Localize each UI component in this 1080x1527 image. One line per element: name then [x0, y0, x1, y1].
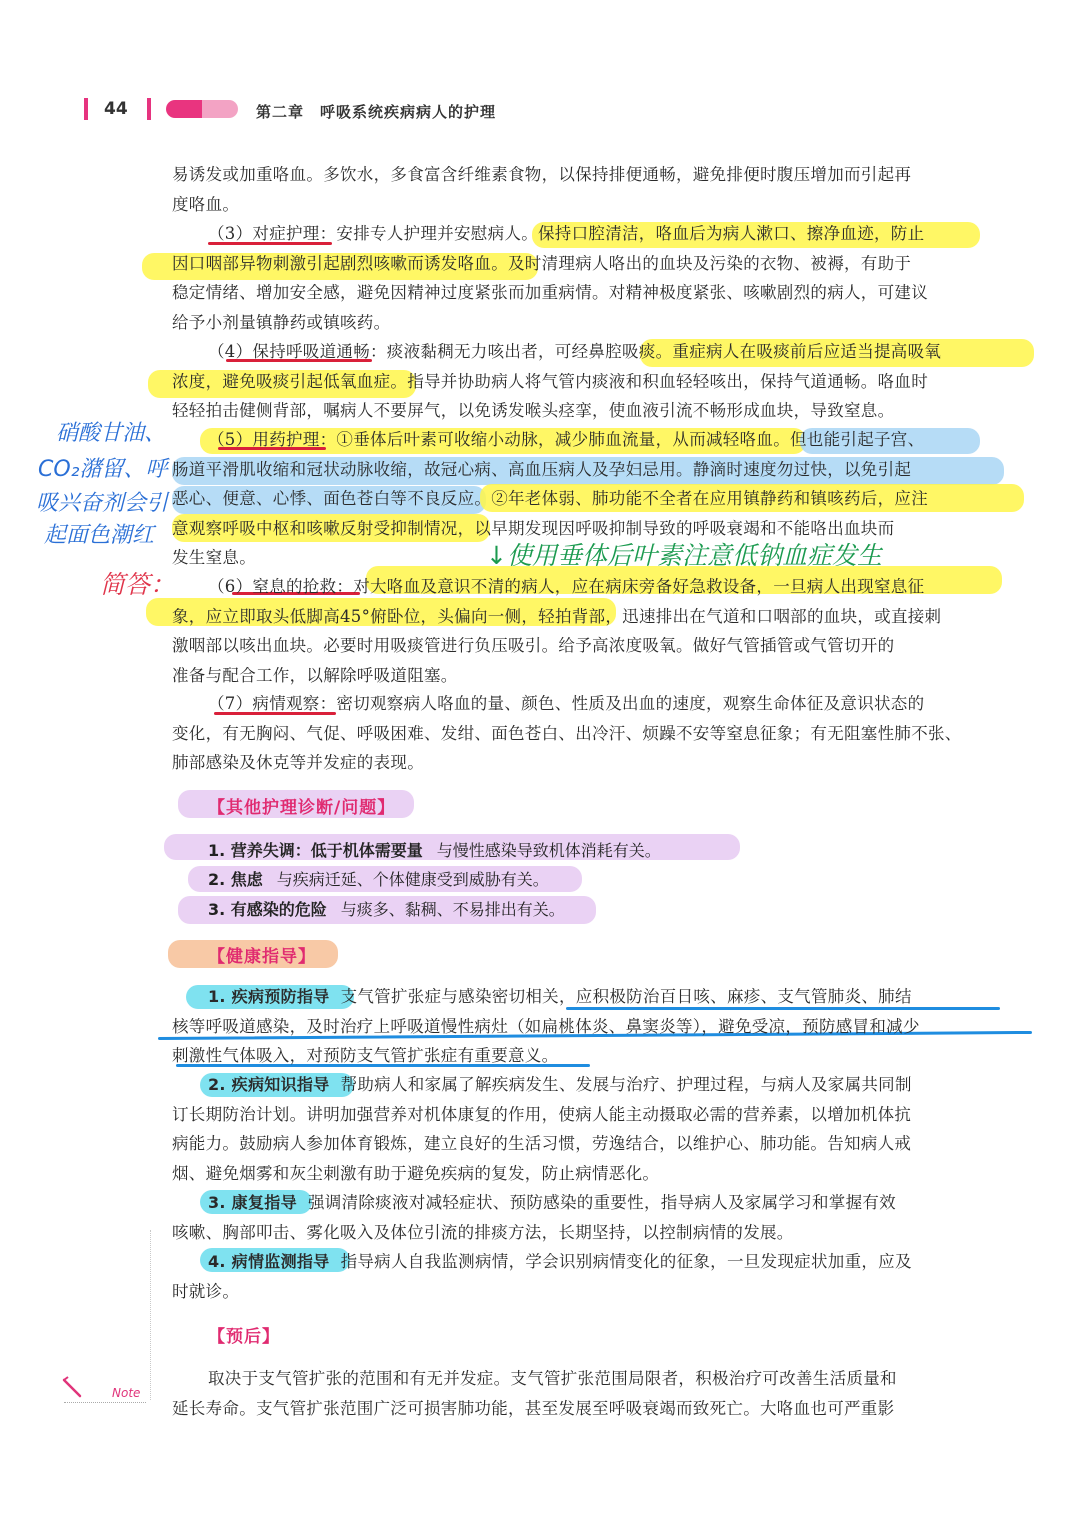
diagnosis-item	[208, 897, 565, 920]
note-label: Note	[112, 1386, 141, 1400]
note-dotted-line	[64, 1402, 146, 1403]
diagnosis-reason: 与疾病迁延、个体健康受到威胁有关。	[276, 870, 549, 889]
pencil-icon	[60, 1374, 86, 1400]
text-line: 发生窒息。	[172, 548, 256, 567]
text-line: 易诱发或加重咯血。多饮水，多食富含纤维素食物，以保持排便通畅，避免排便时腹压增加而引起再	[172, 165, 912, 184]
text-line: （5）用药护理：①垂体后叶素可收缩小动脉，减少肺血流量，从而减轻咯血。但也能引起子宫、	[208, 430, 925, 449]
guidance-text: 支气管扩张症与感染密切相关，应积极防治百日咳、麻疹、支气管肺炎、肺结	[340, 987, 912, 1006]
text-line	[172, 1070, 962, 1100]
text-line: 准备与配合工作，以解除呼吸道阻塞。	[172, 665, 458, 685]
text-line: 意观察呼吸中枢和咳嗽反射受抑制情况，以早期发现因呼吸抑制导致的呼吸衰竭和不能咯出血块而	[172, 518, 895, 538]
guidance-label: 2. 疾病知识指导	[208, 1075, 330, 1094]
text-line: 轻轻拍击健侧背部，嘱病人不要屏气，以免诱发喉头痉挛，使血液引流不畅形成血块，导致窒息。	[172, 401, 895, 420]
text-line: （4）保持呼吸道通畅：痰液黏稠无力咳出者，可经鼻腔吸痰。重症病人在吸痰前后应适当提高吸氧	[208, 342, 942, 361]
guidance-text: 强调清除痰液对减轻症状、预防感染的重要性，指导病人及家属学习和掌握有效	[307, 1193, 896, 1212]
diagnosis-reason: 与慢性感染导致机体消耗有关。	[436, 841, 661, 860]
text-line	[172, 1247, 962, 1277]
text-line: 肺部感染及休克等并发症的表现。	[172, 753, 424, 772]
diagnosis-item	[208, 867, 549, 890]
guidance-label: 1. 疾病预防指导	[208, 987, 330, 1006]
handwritten-margin-note: CO₂潴留、呼	[38, 457, 168, 482]
guidance-rehab	[172, 1188, 962, 1247]
text-line: 给予小剂量镇静药或镇咳药。	[172, 312, 391, 332]
handwritten-margin-note: 硝酸甘油、	[56, 421, 167, 446]
text-line: 烟、避免烟雾和灰尘刺激有助于避免疾病的复发，防止病情恶化。	[172, 1163, 660, 1183]
text-line: 稳定情绪、增加安全感，避免因精神过度紧张而加重病情。对精神极度紧张、咳嗽剧烈的病人，可建议	[172, 283, 928, 302]
text-line: 因口咽部异物刺激引起剧烈咳嗽而诱发咯血。及时清理病人咯出的血块及污染的衣物、被褥，有助于	[172, 253, 912, 273]
text-line	[172, 982, 962, 1012]
handwritten-inline-note: ↓使用垂体后叶素注意低钠血症发生	[486, 541, 882, 570]
text-line: 延长寿命。支气管扩张范围广泛可损害肺功能，甚至发展至呼吸衰竭而致死亡。大咯血也可严重影	[172, 1398, 895, 1418]
text-line: （7）病情观察：密切观察病人咯血的量、颜色、性质及出血的速度，观察生命体征及意识状态的	[208, 694, 925, 713]
text-line: 咳嗽、胸部叩击、雾化吸入及体位引流的排痰方法，长期坚持，以控制病情的发展。	[172, 1222, 794, 1242]
handwritten-margin-note: 起面色潮红	[44, 523, 155, 548]
paragraph-airway	[172, 337, 962, 426]
text-line: 肠道平滑肌收缩和冠状动脉收缩，故冠心病、高血压病人及孕妇忌用。静滴时速度勿过快，以免引起	[172, 459, 912, 479]
guidance-text: 指导病人自我监测病情，学会识别病情变化的征象，一旦发现症状加重，应及	[340, 1252, 912, 1271]
text-line: 取决于支气管扩张的范围和有无并发症。支气管扩张范围局限者，积极治疗可改善生活质量和	[208, 1369, 897, 1388]
diagnosis-item	[208, 838, 661, 861]
text-line: 浓度，避免吸痰引起低氧血症。指导并协助病人将气管内痰液和积血轻轻咳出，保持气道通畅。咯血时	[172, 371, 928, 391]
guidance-label: 4. 病情监测指导	[208, 1252, 330, 1271]
diagnosis-label: 3. 有感染的危险	[208, 900, 327, 919]
section-title-health-guidance: 【健康指导】	[208, 947, 316, 967]
header-divider-bar	[147, 98, 151, 120]
paragraph-asphyxia-rescue	[172, 572, 962, 690]
text-line: （6）窒息的抢救：对大咯血及意识不清的病人，应在病床旁备好急救设备，一旦病人出现窒息征	[208, 577, 925, 596]
text-line	[172, 1188, 962, 1218]
text-line: 恶心、便意、心悸、面色苍白等不良反应。②年老体弱、肺功能不全者在应用镇静药和镇咳药后，应注	[172, 489, 928, 508]
text-line: 刺激性气体吸入，对预防支气管扩张症有重要意义。	[172, 1046, 559, 1065]
diagnosis-label: 1. 营养失调：低于机体需要量	[208, 841, 423, 860]
text-line: 时就诊。	[172, 1281, 240, 1301]
margin-dotted-line	[150, 1230, 151, 1400]
page-number: 44	[104, 99, 128, 119]
header-left-bar	[84, 98, 88, 120]
handwritten-margin-note: 吸兴奋剂会引	[36, 491, 169, 516]
paragraph-observation	[172, 689, 962, 778]
text-line: 度咯血。	[172, 194, 240, 214]
guidance-knowledge	[172, 1070, 962, 1188]
text-line: 激咽部以咳出血块。必要时用吸痰管进行负压吸引。给予高浓度吸氧。做好气管插管或气管切开的	[172, 636, 895, 655]
section-title-other-diagnoses: 【其他护理诊断/问题】	[208, 798, 396, 818]
paragraph	[172, 160, 962, 219]
section-title-prognosis: 【预后】	[208, 1327, 280, 1347]
diagnosis-label: 2. 焦虑	[208, 870, 263, 889]
prognosis-text	[172, 1364, 962, 1423]
text-line: 订长期防治计划。讲明加强营养对机体康复的作用，使病人能主动摄取必需的营养素，以增加机体抗	[172, 1104, 912, 1124]
guidance-monitoring	[172, 1247, 962, 1306]
handwritten-brief-answer-label: 简答：	[100, 570, 176, 599]
guidance-prevention	[172, 982, 962, 1071]
text-line: 变化，有无胸闷、气促、呼吸困难、发绀、面色苍白、出冷汗、烦躁不安等窒息征象；有无阻塞性肺不张、	[172, 723, 962, 743]
guidance-label: 3. 康复指导	[208, 1193, 297, 1212]
guidance-text: 帮助病人和家属了解疾病发生、发展与治疗、护理过程，与病人及家属共同制	[340, 1075, 912, 1094]
text-line: （3）对症护理：安排专人护理并安慰病人。保持口腔清洁，咯血后为病人漱口、擦净血迹，防止	[208, 224, 925, 243]
text-line: 核等呼吸道感染，及时治疗上呼吸道慢性病灶（如扁桃体炎、鼻窦炎等），避免受凉，预防感冒和减少	[172, 1016, 920, 1036]
chapter-title: 第二章 呼吸系统疾病病人的护理	[256, 103, 497, 121]
diagnosis-reason: 与痰多、黏稠、不易排出有关。	[340, 900, 565, 919]
text-line: 病能力。鼓励病人参加体育锻炼，建立良好的生活习惯，劳逸结合，以维护心、肺功能。告知病人戒	[172, 1134, 912, 1153]
text-line: 象，应立即取头低脚高45°俯卧位，头偏向一侧，轻拍背部，迅速排出在气道和口咽部的血块，或直接刺	[172, 606, 942, 626]
paragraph-symptomatic-care	[172, 219, 962, 337]
header-pill-decoration	[166, 100, 238, 118]
